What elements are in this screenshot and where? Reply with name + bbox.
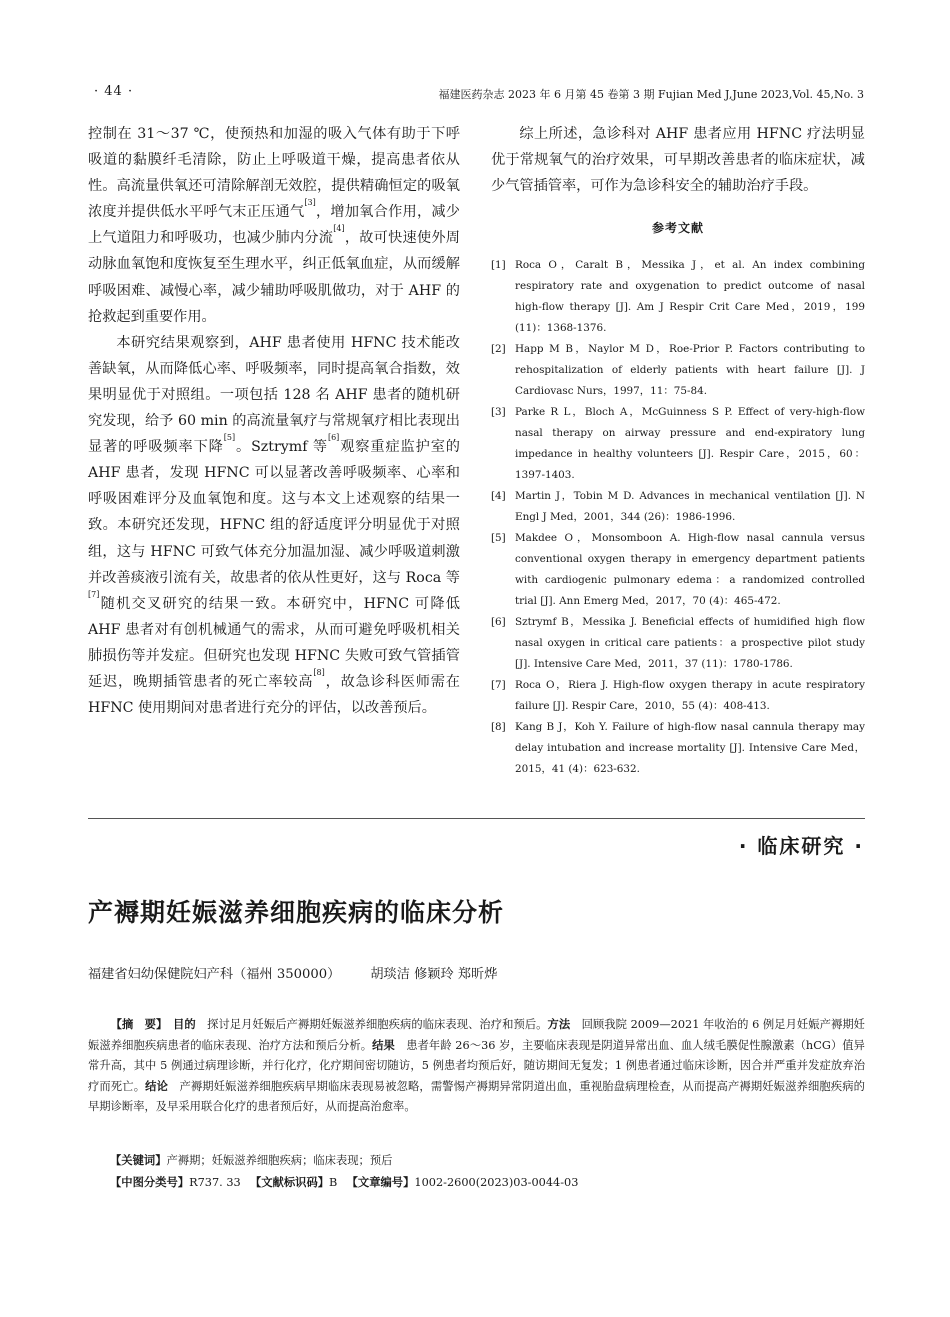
citation-5: [5] <box>223 433 236 443</box>
reference-item: [7] Roca O，Riera J. High-flow oxygen therapy in acute respiratory failure [J]. Respir Care，2010，55 (4)：408-413. <box>491 679 865 713</box>
clc-label: 【中图分类号】 <box>110 1176 190 1189</box>
citation-7: [7] <box>88 589 100 599</box>
running-header: 福建医药杂志 2023 年 6 月第 45 卷第 3 期 Fujian Med J,June 2023,Vol. 45,No. 3 <box>438 88 864 101</box>
reference-item: [5] Makdee O，Monsomboon A. High-flow nasal cannula versus conventional oxygen therapy in emergency department patients with cardiogenic pulmonary edema：a randomized controlled trial [J]. Ann Emerg Med，2017，70 (4)：465-472. <box>491 532 865 608</box>
references-heading: 参考文献 <box>651 221 704 236</box>
reference-item: [2] Happ M B，Naylor M D，Roe-Prior P. Factors contributing to rehospitalization of elderly patients with heart failure [J]. J Cardiovasc Nurs，1997，11：75-84. <box>491 343 865 398</box>
abstract-label: 【摘 要】 <box>110 1018 162 1031</box>
affiliation: 福建省妇幼保健院妇产科（福州 350000） <box>88 967 341 982</box>
page-number: · 44 · <box>94 84 134 99</box>
article-number: 1002-2600(2023)03-0044-03 <box>414 1176 579 1189</box>
authors: 胡琰洁 修颖玲 郑昕烨 <box>370 967 498 982</box>
conclusion-paragraph: 综上所述，急诊科对 AHF 患者应用 HFNC 疗法明显优于常规氧气的治疗效果，可早期改善患者的临床症状，减少气管插管率，可作为急诊科安全的辅助治疗手段。 <box>491 126 865 195</box>
results-label: 结果 <box>372 1038 395 1052</box>
section-divider <box>88 818 865 819</box>
methods-text: 回顾我院 2009—2021 年收治的 6 例足月妊娠产褥期妊娠滋养细胞疾病患者的临床表现、治疗方法和预后分析。 <box>88 1018 865 1052</box>
doc-code-label: 【文献标识码】 <box>255 1176 330 1189</box>
reference-item: [8] Kang B J，Koh Y. Failure of high-flow nasal cannula therapy may delay intubation and increase mortality [J]. Intensive Care Med，2015，41 (4)：623-632. <box>491 721 865 776</box>
citation-3: [3] <box>304 198 316 208</box>
reference-list <box>491 255 865 780</box>
keywords: 产褥期；妊娠滋养细胞疾病；临床表现；预后 <box>166 1154 393 1167</box>
section-label: · 临床研究 · <box>738 834 864 858</box>
objective-label: 目的 <box>173 1018 196 1031</box>
clc-number: R737. 33 <box>189 1176 241 1189</box>
objective-text: 探讨足月妊娠后产褥期妊娠滋养细胞疾病的临床表现、治疗和预后。 <box>207 1018 548 1031</box>
conclusion-label: 结论 <box>145 1079 168 1093</box>
results-text: 患者年龄 26～36 岁，主要临床表现是阴道异常出血、血人绒毛膜促性腺激素（hCG）值异常升高，其中 5 例通过病理诊断，并行化疗，化疗期间密切随访，5 例患者均预后好，随访期间无复发；1 例患者通过临床诊断，因合并严重并发症放弃治疗而死亡。 <box>88 1038 865 1093</box>
keywords-line <box>110 1152 392 1168</box>
reference-item: [4] Martin J，Tobin M D. Advances in mechanical ventilation [J]. N Engl J Med，2001，344 (26)：1986-1996. <box>491 490 865 524</box>
body-paragraph-2: 本研究结果观察到，AHF 患者使用 HFNC 技术能改善缺氧，从而降低心率、呼吸频率，同时提高氧合指数，效果明显优于对照组。一项包括 128 名 AHF 患者的随机研究发现，给予 60 min 的高流量氧疗与常规氧疗相比表现出显著的呼吸频率下降[5]。Sztrymf 等[6]观察重症监护室的 AHF 患者，发现 HFNC 可以显著改善呼吸频率、心率和呼吸困难评分及血氧饱和度。这与本文上述观察的结果一致。本研究还发现，HFNC 组的舒适度评分明显优于对照组，这与 HFNC 可致气体充分加温加湿、减少呼吸道刺激并改善痰液引流有关，故患者的依从性更好，这与 Roca 等[7]随机交叉研究的结果一致。本研究中，HFNC 可降低 AHF 患者对有创机械通气的需求，从而可避免呼吸机相关肺损伤等并发症。但研究也发现 HFNC 失败可致气管插管延迟，晚期插管患者的死亡率较高[8]，故急诊科医师需在 HFNC 使用期间对患者进行充分的评估，以改善预后。 <box>88 334 460 717</box>
right-column <box>491 121 865 780</box>
article-title: 产褥期妊娠滋养细胞疾病的临床分析 <box>88 898 505 927</box>
citation-6: [6] <box>327 433 340 443</box>
classification-line <box>110 1174 578 1190</box>
doc-code: B <box>329 1176 338 1189</box>
left-column <box>88 121 460 721</box>
abstract <box>88 1015 865 1118</box>
conclusion-text: 产褥期妊娠滋养细胞疾病早期临床表现易被忽略，需警惕产褥期异常阴道出血，重视胎盘病理检查，从而提高产褥期妊娠滋养细胞疾病的早期诊断率，及早采用联合化疗的患者预后好，从而提高治愈率。 <box>88 1079 865 1114</box>
reference-item: [1] Roca O，Caralt B，Messika J，et al. An index combining respiratory rate and oxygenation to predict outcome of nasal high-flow therapy [J]. Am J Respir Crit Care Med，2019，199 (11)：1368-1376. <box>491 259 865 335</box>
keywords-label: 【关键词】 <box>110 1154 167 1167</box>
reference-item: [3] Parke R L，Bloch A，McGuinness S P. Effect of very-high-flow nasal therapy on airway pressure and end-expiratory lung impedance in healthy volunteers [J]. Respir Care，2015，60：1397-1403. <box>491 406 865 482</box>
reference-item: [6] Sztrymf B，Messika J. Beneficial effects of humidified high flow nasal oxygen in critical care patients：a prospective pilot study [J]. Intensive Care Med，2011，37 (11)：1780-1786. <box>491 616 865 671</box>
body-paragraph-1: 控制在 31～37 ℃，使预热和加湿的吸入气体有助于下呼吸道的黏膜纤毛清除，防止上呼吸道干燥，提高患者依从性。高流量供氧还可清除解剖无效腔，提供精确恒定的吸氧浓度并提供低水平呼气末正压通气[3]，增加氧合作用，减少上气道阻力和呼吸功，也减少肺内分流[4]，故可快速使外周动脉血氧饱和度恢复至生理水平，纠正低氧血症，从而缓解呼吸困难、减慢心率，减少辅助呼吸肌做功，对于 AHF 的抢救起到重要作用。 <box>88 126 460 325</box>
affiliation-line <box>88 963 497 982</box>
methods-label: 方法 <box>547 1018 571 1031</box>
citation-8: [8] <box>313 667 325 677</box>
article-no-label: 【文章编号】 <box>352 1176 415 1189</box>
citation-4: [4] <box>333 224 345 234</box>
